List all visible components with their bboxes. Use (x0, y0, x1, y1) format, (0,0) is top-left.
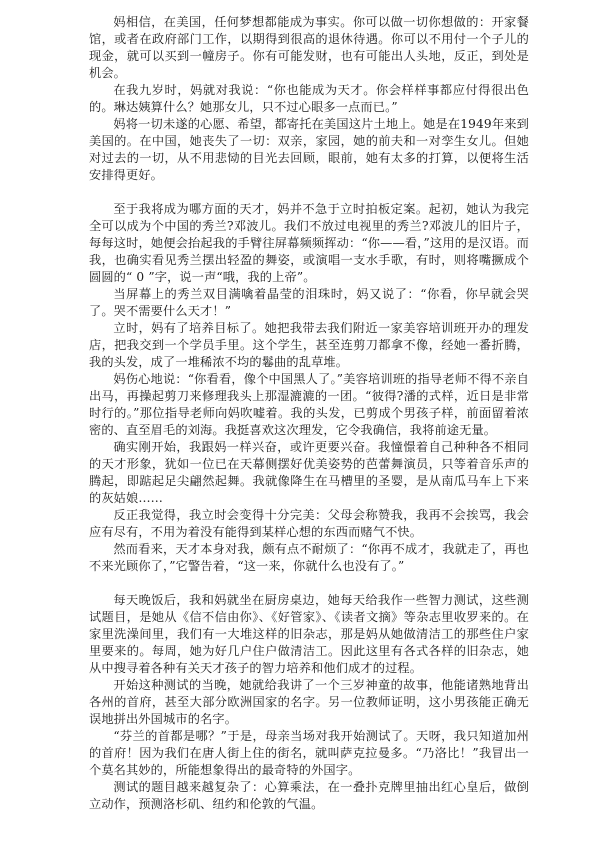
paragraph: 妈将一切未遂的心愿、希望，都寄托在美国这片土地上。她是在1949年来到美国的。在中国，她丧失了一切：双亲，家园，她的前夫和一对孪生女儿。但她对过去的一切，从不用悲恸的目光去回顾，眼前，她有太多的打算，以便将生活安排得更好。 (89, 117, 529, 182)
paragraph: 妈相信，在美国，任何梦想都能成为事实。你可以做一切你想做的：开家餐馆，或者在政府部门工作，以期得到很高的退休待遇。你可以不用付一个子儿的现金，就可以买到一幢房子。你有可能发财，也有可能出人头地，反正，到处是机会。 (89, 15, 529, 80)
section-gap (89, 575, 529, 592)
paragraph: 测试的题目越来越复杂了：心算乘法，在一叠扑克牌里抽出红心皇后，做倒立动作，预测洛杉矶、纽约和伦敦的气温。 (89, 780, 529, 811)
article-body (89, 14, 529, 813)
paragraph: 在我九岁时，妈就对我说：“你也能成为天才。你会样样事都应付得很出色的。琳达姨算什么？她那女儿，只不过心眼多一点而已。” (89, 83, 529, 114)
paragraph: 确实刚开始，我跟妈一样兴奋，或许更要兴奋。我憧憬着自己种种各不相同的天才形象，犹如一位已在天幕侧摆好优美姿势的芭蕾舞演员，只等着音乐声的腾起，即踮起足尖翩然起舞。我就像降生在马槽里的圣婴，是从南瓜马车上下来的灰姑娘…… (89, 440, 529, 505)
paragraph: 然而看来，天才本身对我，颇有点不耐烦了：“你再不成才，我就走了，再也不来光顾你了，”它警告着，“这一来，你就什么也没有了。” (89, 542, 529, 573)
paragraph: “芬兰的首都是哪？”于是，母亲当场对我开始测试了。天呀，我只知道加州的首府！因为我们在唐人街上住的街名，就叫萨克拉曼多。“乃洛比！”我冒出一个莫名其妙的，所能想象得出的最奇特的外国字。 (89, 729, 529, 777)
section-gap (89, 184, 529, 201)
section-3 (89, 592, 529, 813)
paragraph: 妈伤心地说：“你看看，像个中国黑人了。”美容培训班的指导老师不得不亲自出马，再操起剪刀来修理我头上那湿漉漉的一团。“彼得?潘的式样，近日是非常时行的。”那位指导老师向妈吹嘘着。我的头发，已剪成个男孩子样，前面留着浓密的、直至眉毛的刘海。我挺喜欢这次理发，它令我确信，我将前途无量。 (89, 372, 529, 437)
paragraph: 立时，妈有了培养目标了。她把我带去我们附近一家美容培训班开办的理发店，把我交到一个学员手里。这个学生，甚至连剪刀都拿不像，经她一番折腾，我的头发，成了一堆稀浓不均的鬈曲的乱草堆。 (89, 321, 529, 369)
paragraph: 当屏幕上的秀兰双目满噙着晶莹的泪珠时，妈又说了：“你看，你早就会哭了。哭不需要什么天才！” (89, 287, 529, 318)
section-2 (89, 201, 529, 575)
paragraph: 至于我将成为哪方面的天才，妈并不急于立时拍板定案。起初，她认为我完全可以成为个中国的秀兰?邓波儿。我们不放过电视里的秀兰?邓波儿的旧片子，每每这时，她便会抬起我的手臂往屏幕频频挥动：“你——看，”这用的是汉语。而我，也确实看见秀兰摆出轻盈的舞姿，或演唱一支水手歌，有时，则将嘴撅成个圆圆的“ 0 ”字，说一声“哦，我的上帝”。 (89, 202, 529, 284)
paragraph: 每天晚饭后，我和妈就坐在厨房桌边，她每天给我作一些智力测试，这些测试题目，是她从《信不信由你》、《好管家》、《读者文摘》等杂志里收罗来的。在家里洗澡间里，我们有一大堆这样的旧杂志，那是妈从她做清洁工的那些住户家里要来的。每周，她为好几户住户做清洁工。因此这里有各式各样的旧杂志，她从中搜寻着各种有关天才孩子的智力培养和他们成才的过程。 (89, 593, 529, 675)
section-1 (89, 14, 529, 184)
paragraph: 开始这种测试的当晚，她就给我讲了一个三岁神童的故事，他能诸熟地背出各州的首府，甚至大部分欧洲国家的名字。另一位教师证明，这小男孩能正确无误地拼出外国城市的名字。 (89, 678, 529, 726)
paragraph: 反正我觉得，我立时会变得十分完美：父母会称赞我，我再不会挨骂，我会应有尽有，不用为着没有能得到某样心想的东西而赌气不快。 (89, 508, 529, 539)
